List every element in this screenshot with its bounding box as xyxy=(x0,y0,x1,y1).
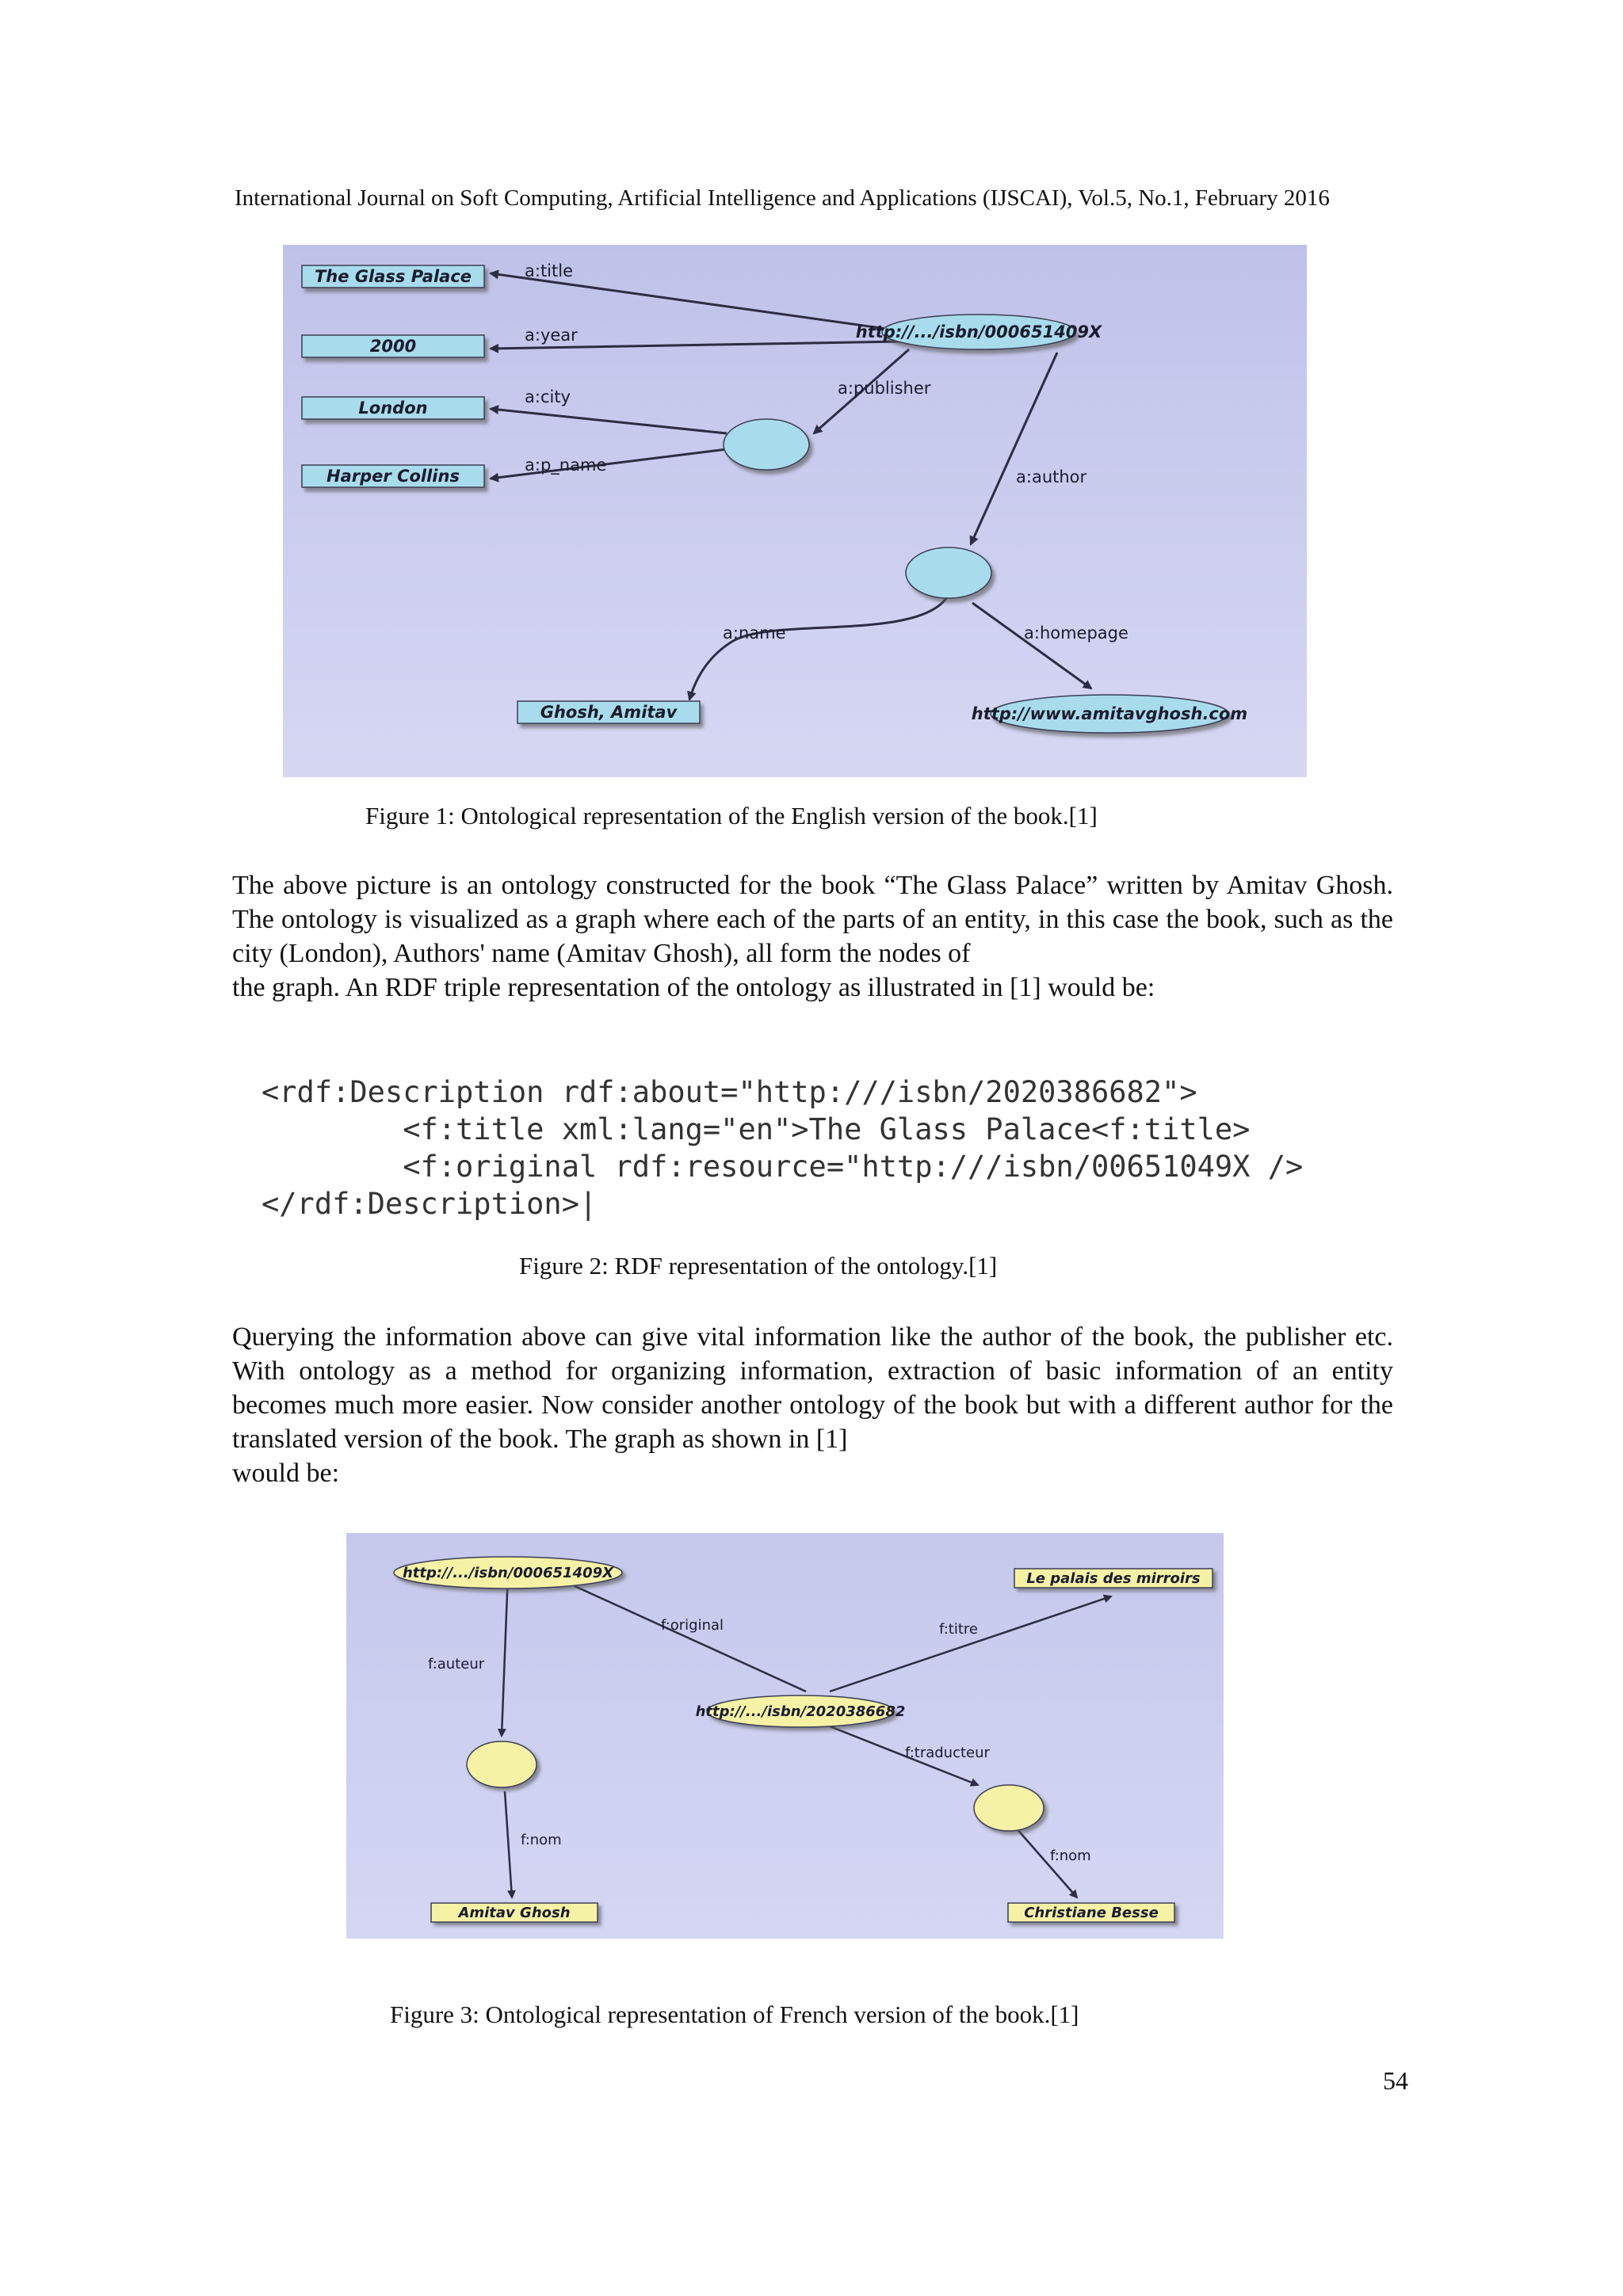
code-line-2: <f:title xml:lang="en">The Glass Palace<f:title> xyxy=(262,1112,1251,1146)
paragraph-1-body: The above picture is an ontology constructed for the book “The Glass Palace” written by Amitav Ghosh. The ontology is visualized as a graph where each of the parts of an entity, in this case the book, such as the city (London), Authors' name (Amitav Ghosh), all form the nodes of xyxy=(232,871,1393,968)
edge-label-name: a:name xyxy=(723,624,786,643)
node-label-author-name: Ghosh, Amitav xyxy=(540,703,678,722)
node-label-isbn: http://.../isbn/000651409X xyxy=(855,322,1102,341)
node-label-isbn-en: http://.../isbn/000651409X xyxy=(402,1565,614,1581)
paragraph-2-last-line: would be: xyxy=(232,1459,340,1488)
code-line-3: <f:original rdf:resource="http:///isbn/00651049X /> xyxy=(262,1150,1304,1184)
edge-author xyxy=(971,353,1057,544)
node-label-city: London xyxy=(358,399,428,418)
edge-label-year: a:year xyxy=(525,326,578,345)
page-number: 54 xyxy=(1383,2066,1408,2095)
node-label-pname: Harper Collins xyxy=(327,467,460,486)
edge-auteur xyxy=(502,1573,508,1736)
figure-3-graph xyxy=(346,1533,1224,1939)
node-label-title: The Glass Palace xyxy=(314,267,472,286)
figure-3-french-ontology xyxy=(346,1533,1224,1939)
node-label-traducteur-name: Christiane Besse xyxy=(1024,1905,1159,1921)
node-author-blank xyxy=(906,547,991,598)
edge-label-auteur: f:auteur xyxy=(428,1656,485,1672)
edge-label-pname: a:p_name xyxy=(525,456,607,475)
node-traducteur-blank xyxy=(974,1785,1044,1831)
figure-1-graph xyxy=(283,245,1307,777)
edge-city xyxy=(491,409,727,433)
node-label-auteur-name: Amitav Ghosh xyxy=(458,1905,571,1921)
node-label-isbn-fr: http://.../isbn/2020386682 xyxy=(695,1703,906,1720)
edge-label-traducteur: f:traducteur xyxy=(905,1745,990,1761)
paragraph-1-last-line: the graph. An RDF triple representation of the ontology as illustrated in [1] would be: xyxy=(232,973,1155,1002)
edge-label-titre: f:titre xyxy=(939,1621,978,1638)
paragraph-2-body: Querying the information above can give vital information like the author of the book, the publisher etc. With ontology as a method for organizing information, extraction of basic information of an entity becomes much more easier. Now consider another ontology of the book but with a different author for the translated version of the book. The graph as shown in [1] xyxy=(232,1322,1393,1454)
edge-title xyxy=(491,273,909,332)
edge-label-publisher: a:publisher xyxy=(838,379,931,398)
node-label-homepage: http://www.amitavghosh.com xyxy=(971,704,1248,723)
edge-label-nom1: f:nom xyxy=(521,1832,562,1848)
edge-label-nom2: f:nom xyxy=(1050,1848,1091,1864)
code-line-4: </rdf:Description>| xyxy=(262,1187,598,1221)
figure-1-english-ontology xyxy=(283,245,1307,777)
edge-nom1 xyxy=(505,1791,512,1897)
figure-2-rdf-code xyxy=(262,1074,1387,1240)
node-label-year: 2000 xyxy=(369,337,417,356)
edge-label-city: a:city xyxy=(525,387,571,406)
paragraph-1 xyxy=(232,868,1393,1005)
node-label-fr-title: Le palais des mirroirs xyxy=(1026,1570,1201,1587)
edge-label-author: a:author xyxy=(1016,467,1087,486)
node-auteur-blank xyxy=(467,1741,537,1787)
edge-label-original: f:original xyxy=(661,1617,724,1634)
node-publisher-blank xyxy=(724,419,809,470)
edge-homepage xyxy=(972,603,1091,688)
edge-titre xyxy=(830,1596,1111,1691)
figure-1-caption: Figure 1: Ontological representation of the English version of the book.[1] xyxy=(365,802,1098,830)
journal-header: International Journal on Soft Computing, Artificial Intelligence and Applications (IJSCAI), Vol.5, No.1, February 2016 xyxy=(235,185,1330,211)
paragraph-2 xyxy=(232,1320,1393,1490)
edge-name xyxy=(689,597,947,700)
figure-2-caption: Figure 2: RDF representation of the ontology.[1] xyxy=(519,1252,998,1280)
figure-3-caption: Figure 3: Ontological representation of French version of the book.[1] xyxy=(390,2000,1079,2028)
edge-label-homepage: a:homepage xyxy=(1024,624,1128,643)
edge-label-title: a:title xyxy=(525,261,574,280)
code-line-1: <rdf:Description rdf:about="http:///isbn/2020386682"> xyxy=(262,1075,1197,1109)
